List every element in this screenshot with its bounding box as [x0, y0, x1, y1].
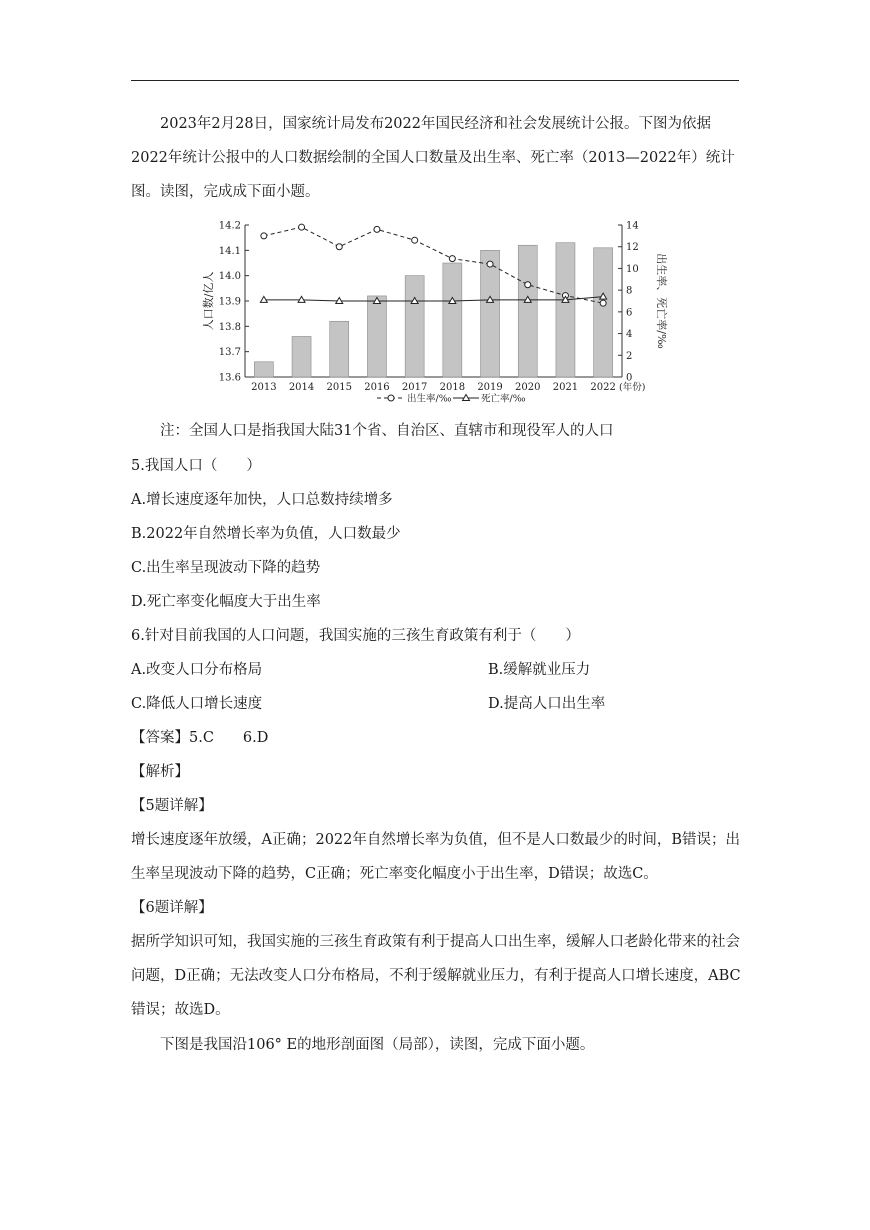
chart-legend — [377, 393, 526, 405]
legend-death-label: 死亡率/‰ — [481, 393, 526, 405]
detail-6-title: 【6题详解】 — [131, 900, 213, 916]
death-rate-line — [264, 297, 603, 301]
detail-5-text: 增长速度逐年放缓，A正确；2022年自然增长率为负值，但不是人口数最少的时间，B错误；出生率呈现波动下降的趋势，C正确；死亡率变化幅度小于出生率，D错误；故选C。 — [131, 832, 741, 882]
y2-axis-title: 出生率、死亡率/‰ — [655, 253, 668, 349]
x-tick-label: 2015 — [326, 382, 352, 393]
y-tick-label: 14.1 — [218, 245, 241, 257]
birth-rate-point — [600, 300, 606, 306]
population-bars — [254, 243, 612, 377]
x-tick-label: 2021 — [552, 382, 579, 393]
detail-6-text: 据所学知识可知，我国实施的三孩生育政策有利于提高人口出生率，缓解人口老龄化带来的社会问题，D正确；无法改变人口分布格局，不利于缓解就业压力，有利于提高人口增长速度，ABC错误；故选D。 — [131, 934, 741, 1018]
x-tick-label: 2022 — [590, 382, 616, 393]
birth-rate-point — [374, 226, 380, 232]
header-rule — [131, 80, 739, 81]
q6-option-a: A.改变人口分布格局 — [131, 662, 263, 678]
analysis-title: 【解析】 — [131, 764, 189, 780]
population-bar — [594, 248, 613, 377]
population-bar — [367, 296, 386, 377]
x-tick-label: 2020 — [515, 382, 541, 393]
population-bar — [330, 321, 349, 377]
answer-line: 【答案】5.C 6.D — [131, 730, 269, 746]
birth-rate-point — [261, 233, 267, 239]
x-tick-label: 2013 — [251, 382, 277, 393]
q6-stem: 6.针对目前我国的人口问题，我国实施的三孩生育政策有利于（ ） — [131, 628, 580, 644]
q5-option-b: B.2022年自然增长率为负值，人口数最少 — [131, 526, 401, 542]
population-bar — [556, 243, 575, 377]
y-tick-label: 13.8 — [218, 321, 241, 333]
next-intro: 下图是我国沿106° E的地形剖面图（局部），读图，完成下面小题。 — [160, 1037, 595, 1053]
x-tick-label: 2018 — [439, 382, 466, 393]
population-bar — [292, 336, 311, 377]
population-bar — [443, 263, 462, 377]
detail-5-title: 【5题详解】 — [131, 798, 213, 814]
y2-tick-label: 0 — [626, 372, 633, 384]
q5-option-a: A.增长速度逐年加快，人口总数持续增多 — [131, 492, 393, 508]
x-tick-label: 2017 — [401, 382, 428, 393]
q6-option-c: C.降低人口增长速度 — [131, 696, 263, 712]
population-bar — [405, 276, 424, 377]
birth-rate-line — [264, 227, 603, 303]
q5-stem: 5.我国人口（ ） — [131, 458, 261, 474]
y2-tick-label: 6 — [626, 307, 633, 319]
y-tick-label: 14.0 — [218, 271, 241, 283]
x-tick-label: 2016 — [364, 382, 390, 393]
legend-birth-label: 出生率/‰ — [407, 393, 452, 405]
birth-rate-point — [299, 224, 305, 230]
x-unit-label: (年份) — [619, 382, 646, 393]
x-tick-label: 2019 — [477, 382, 503, 393]
y2-tick-label: 8 — [626, 285, 633, 297]
q6-option-b: B.缓解就业压力 — [488, 662, 591, 678]
death-rate-point — [298, 296, 305, 302]
y-tick-label: 14.2 — [218, 220, 241, 232]
x-tick-label: 2014 — [288, 382, 315, 393]
y-tick-label: 13.7 — [218, 347, 241, 359]
legend-birth-marker — [388, 395, 394, 401]
birth-rate-point — [487, 261, 493, 267]
y2-tick-label: 2 — [626, 350, 633, 362]
y-tick-label: 13.6 — [218, 372, 241, 384]
q6-option-d: D.提高人口出生率 — [488, 696, 606, 712]
y2-tick-label: 10 — [626, 263, 639, 275]
q5-option-d: D.死亡率变化幅度大于出生率 — [131, 594, 321, 610]
intro-paragraph: 2023年2月28日，国家统计局发布2022年国民经济和社会发展统计公报。下图为依据2022年统计公报中的人口数据绘制的全国人口数量及出生率、死亡率（2013—2022年）统计图。读图，完成成下面小题。 — [131, 116, 735, 200]
y-axis-title: 人口数/亿人 — [202, 271, 215, 331]
population-bar — [254, 362, 273, 377]
y-tick-label: 13.9 — [218, 296, 241, 308]
y2-tick-label: 12 — [626, 242, 639, 254]
rate-lines — [260, 224, 606, 306]
birth-rate-point — [449, 256, 455, 262]
population-chart — [195, 212, 675, 412]
chart-note: 注：全国人口是指我国大陆31个省、自治区、直辖市和现役军人的人口 — [160, 423, 614, 439]
birth-rate-point — [336, 244, 342, 250]
q5-option-c: C.出生率呈现波动下降的趋势 — [131, 560, 321, 576]
y2-tick-label: 14 — [626, 220, 639, 232]
birth-rate-point — [525, 282, 531, 288]
y2-tick-label: 4 — [626, 329, 633, 341]
death-rate-point — [260, 296, 267, 302]
birth-rate-point — [412, 237, 418, 243]
population-bar — [518, 245, 537, 377]
population-bar — [481, 250, 500, 377]
